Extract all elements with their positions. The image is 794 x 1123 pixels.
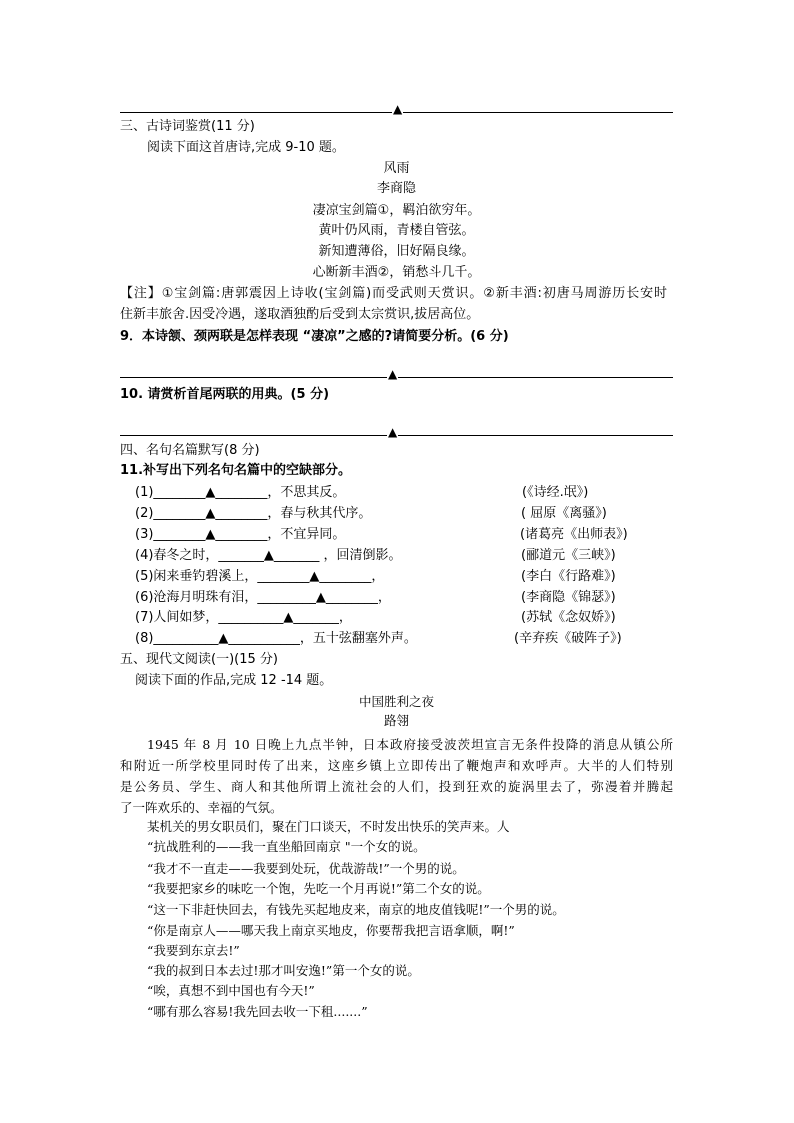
section4-heading: 四、名句名篇默写(8 分) <box>120 443 260 458</box>
fill-item-2: (2)________▲________，春与秋其代序。 <box>135 506 372 521</box>
story-title: 中国胜利之夜 <box>358 694 434 709</box>
story-paragraph-line: 1945 年 8 月 10 日晚上九点半钟，日本政府接受波茨坦宣言无条件投降的消息从镇公所 <box>147 737 673 752</box>
fill-item-6-source: (李商隐《锦瑟》) <box>521 590 616 605</box>
poem-note-line-1: 【注】①宝剑篇:唐郭震因上诗收(宝剑篇)而受武则天赏识。②新丰酒:初唐马周游历长安时 <box>120 286 667 301</box>
fill-item-8-source: (辛弃疾《破阵子》) <box>514 631 622 646</box>
answer-line-10 <box>120 423 673 439</box>
fill-item-6: (6)沧海月明珠有泪，_________▲________， <box>135 590 391 605</box>
story-dialogue-line: “唉，真想不到中国也有今天!” <box>147 983 315 998</box>
fill-item-3: (3)________▲________，不宜异同。 <box>135 527 346 542</box>
story-paragraph-line: 了一阵欢乐的、幸福的气氛。 <box>120 800 283 815</box>
section5-instruction: 阅读下面的作品,完成 12 -14 题。 <box>135 673 333 688</box>
answer-line-9 <box>120 365 673 381</box>
question-11: 11.补写出下列名句名篇中的空缺部分。 <box>120 463 352 478</box>
story-author: 路翎 <box>383 713 409 728</box>
section3-heading: 三、古诗词鉴赏(11 分) <box>120 119 255 134</box>
story-paragraph-line: 是公务员、学生、商人和其他所谓上流社会的人们，投到狂欢的旋涡里去了，弥漫着并腾起 <box>120 779 673 794</box>
poem-line-2: 黄叶仍风雨，青楼自管弦。 <box>318 223 475 238</box>
story-dialogue-line: “我要把家乡的味吃一个饱，先吃一个月再说!”第二个女的说。 <box>147 881 490 896</box>
poem-note-line-2: 住新丰旅舍.因受冷遇，遂取酒独酌后受到太宗赏识,拔居高位。 <box>120 307 480 322</box>
answer-marker-triangle: ▲ <box>388 425 398 439</box>
fill-item-2-source: ( 屈原《离骚》) <box>521 506 607 521</box>
story-dialogue-line: “我的叔到日本去过!那才叫安逸!”第一个女的说。 <box>147 963 420 978</box>
fill-item-3-source: (诸葛亮《出师表》) <box>520 527 628 542</box>
section3-instruction: 阅读下面这首唐诗,完成 9-10 题。 <box>147 140 345 155</box>
poem-line-4: 心断新丰酒②，销愁斗几千。 <box>312 265 481 280</box>
poem-line-1: 凄凉宝剑篇①，羁泊欲穷年。 <box>312 203 481 218</box>
story-dialogue-line: “抗战胜利的——我一直坐船回南京 "一个女的说。 <box>147 839 426 854</box>
section5-heading: 五、现代文阅读(一)(15 分) <box>120 652 278 667</box>
fill-item-5: (5)闲来垂钓碧溪上，________▲________， <box>135 569 385 584</box>
answer-line-8 <box>120 100 673 116</box>
fill-item-5-source: (李白《行路难》) <box>521 569 616 584</box>
poem-author: 李商隐 <box>376 181 416 196</box>
fill-item-8: (8)__________▲___________，五十弦翻塞外声。 <box>135 631 417 646</box>
story-dialogue-line: “你是南京人——哪天我上南京买地皮，你要帮我把言语拿顺，啊!” <box>147 923 515 938</box>
story-dialogue-line: “这一下非赶快回去，有钱先买起地皮来，南京的地皮值钱呢!”一个男的说。 <box>147 902 565 917</box>
fill-item-7: (7)人间如梦，__________▲_______， <box>135 610 352 625</box>
question-10: 10. 请赏析首尾两联的用典。(5 分) <box>120 387 330 402</box>
poem-title: 风雨 <box>383 161 410 176</box>
story-dialogue-line: “我要到东京去!” <box>147 943 240 958</box>
poem-line-3: 新知遭薄俗，旧好隔良缘。 <box>318 244 475 259</box>
fill-item-7-source: (苏轼《念奴娇》) <box>521 610 616 625</box>
story-paragraph-line: 和附近一所学校里同时传了出来，这座乡镇上立即传出了鞭炮声和欢呼声。大半的人们特别 <box>120 758 673 773</box>
story-dialogue-line: “哪有那么容易!我先回去收一下租.......” <box>147 1004 368 1019</box>
fill-item-4-source: (郦道元《三峡》) <box>521 548 616 563</box>
story-dialogue-line: “我才不一直走——我要到处玩，优哉游哉!”一个男的说。 <box>147 861 465 876</box>
question-9: 9．本诗颔、颈两联是怎样表现 “凄凉”之感的?请简要分析。(6 分) <box>120 329 509 344</box>
fill-item-1-source: (《诗经.氓》) <box>522 485 589 500</box>
story-line: 某机关的男女职员们，聚在门口谈天，不时发出快乐的笑声来。人 <box>147 819 510 834</box>
fill-item-4: (4)春冬之时，_______▲_______ ，回清倒影。 <box>135 548 402 563</box>
fill-item-1: (1)________▲________，不思其反。 <box>135 485 346 500</box>
answer-marker-triangle: ▲ <box>388 367 398 381</box>
answer-marker-triangle: ▲ <box>393 102 403 116</box>
